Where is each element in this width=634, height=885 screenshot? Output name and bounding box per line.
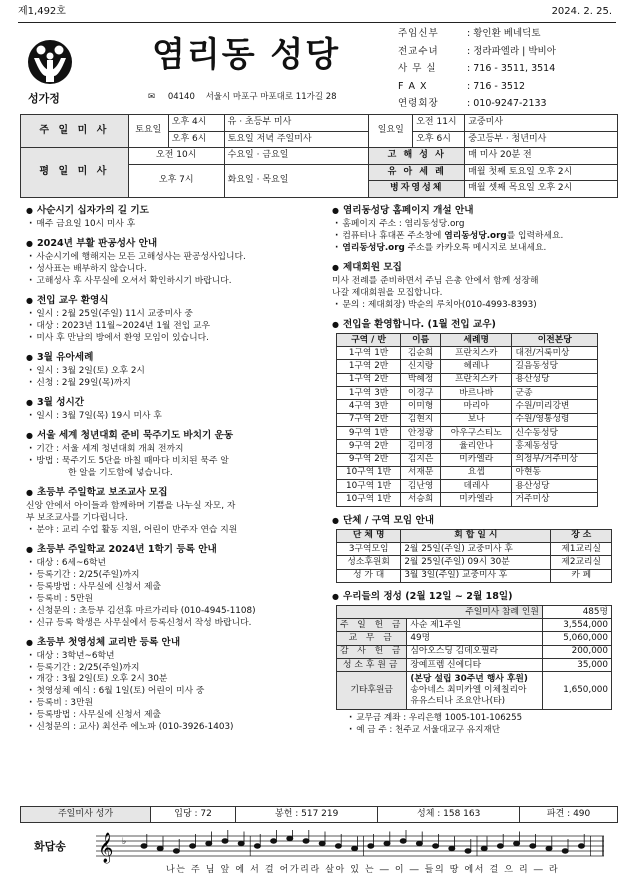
table-row xyxy=(337,645,612,658)
notice-title: ● 초등부 주일학교 보조교사 모집 xyxy=(26,487,326,499)
table-row xyxy=(337,360,598,373)
offering-amount: 35,000 xyxy=(542,659,611,672)
table-cell: 제1교리실 xyxy=(551,543,612,556)
table-cell: 카 페 xyxy=(551,569,612,582)
sacrament-time: 매 미사 20분 전 xyxy=(465,148,618,165)
right-column xyxy=(332,205,622,744)
notice-title: ● 우리들의 정성 (2월 12일 ~ 2월 18일) xyxy=(332,591,622,603)
street-address: 서울시 마포구 마포대로 11가길 28 xyxy=(205,92,337,102)
table-cell: 프란치스카 xyxy=(441,373,512,386)
table-row xyxy=(337,543,612,556)
notice-item: · 문의 : 제대회장) 박순의 루치아(010-4993-8393) xyxy=(332,300,622,311)
table-cell: 율리안나 xyxy=(441,440,512,453)
notice-school-registration xyxy=(26,544,326,629)
table-cell: 10구역 1반 xyxy=(337,466,401,479)
notice-teacher-recruit xyxy=(26,487,326,536)
offering-category: 감 사 헌 금 xyxy=(337,645,407,658)
music-note-icon xyxy=(562,849,568,853)
notice-item: · 일시 : 2월 25일(주일) 11시 교중미사 중 xyxy=(26,309,326,320)
table-cell: 아우구스티노 xyxy=(441,426,512,439)
contact-info xyxy=(398,28,556,116)
table-cell: 신지랑 xyxy=(401,360,441,373)
info-row: 사 무 실 : 716 - 3511, 3514 xyxy=(398,63,556,74)
table-cell: 김순희 xyxy=(401,347,441,360)
offering-category: 교 무 금 xyxy=(337,632,407,645)
table-row xyxy=(337,632,612,645)
sacrament-label: 병자영성체 xyxy=(369,181,465,198)
music-note-icon xyxy=(254,844,260,848)
music-note-icon xyxy=(416,841,422,845)
hymn-label: 주일미사 성가 xyxy=(21,807,151,823)
music-note-icon xyxy=(368,844,374,848)
column-header: 단 체 명 xyxy=(337,529,401,542)
music-note-icon xyxy=(400,839,406,843)
mass-time: 오후 7시 xyxy=(128,164,224,197)
mass-time: 오후 4시 xyxy=(168,115,224,132)
music-note-icon xyxy=(530,844,536,848)
notice-title: ● 전입 교우 환영식 xyxy=(26,295,326,307)
mass-desc: 중고등부 · 청년미사 xyxy=(465,131,618,148)
info-row: 전교수녀 : 정라파엘라 | 박비아 xyxy=(398,45,556,57)
notice-item: · 첫영성체 예식 : 6월 1일(토) 어린이 미사 중 xyxy=(26,686,326,697)
table-cell: 수원/미리강변 xyxy=(512,400,598,413)
offering-detail: 사순 제1주일 xyxy=(407,619,542,632)
table-row xyxy=(337,569,612,582)
postal-code: 04140 xyxy=(167,92,195,102)
music-note-icon xyxy=(173,849,179,853)
table-cell: 헤레나 xyxy=(441,360,512,373)
notice-item: · 분야 : 교리 수업 활동 지원, 어린이 반주자 연습 지원 xyxy=(26,525,326,536)
notice-item: · 신청문의 : 교사) 최선주 에노파 (010-3926-1403) xyxy=(26,722,326,733)
table-row xyxy=(337,373,598,386)
notice-item: · 등록방법 : 사무실에 신청서 제출 xyxy=(26,710,326,721)
table-row xyxy=(337,400,598,413)
notice-text: 신앙 안에서 아이들과 함께하며 기쁨을 나누실 자모, 자 xyxy=(26,500,236,511)
notice-title: ● 2024년 부활 판공성사 안내 xyxy=(26,238,326,250)
notice-group-meetings xyxy=(332,515,622,583)
music-note-icon xyxy=(449,846,455,850)
notice-item: · 일시 : 3월 2일(토) 오후 2시 xyxy=(26,366,326,377)
sunday-label: 일요일 xyxy=(369,115,413,148)
table-cell: 마리아 xyxy=(441,400,512,413)
notice-title: ● 초등부 주일학교 2024년 1학기 등록 안내 xyxy=(26,544,326,556)
notice-title: ● 전입을 환영합니다. (1월 전입 교우) xyxy=(332,319,622,331)
sacrament-time: 매월 첫째 토요일 오후 2시 xyxy=(465,164,618,181)
hymn-dismissal: 파견 : 490 xyxy=(520,807,618,823)
notice-item: · 개강 : 3월 2일(토) 오후 2시 30분 xyxy=(26,674,326,685)
table-cell: 김현지 xyxy=(401,413,441,426)
music-note-icon xyxy=(206,841,212,845)
table-cell: 성소후원회 xyxy=(337,556,401,569)
column-header: 세례명 xyxy=(441,333,512,346)
notice-title: ● 단체 / 구역 모임 안내 xyxy=(332,515,622,527)
notice-item: · 등록비 : 5만원 xyxy=(26,594,326,605)
table-cell: 바르나바 xyxy=(441,387,512,400)
saturday-label: 토요일 xyxy=(128,115,168,148)
notice-item-continued: 한 알을 기도함에 넣습니다. xyxy=(68,467,173,478)
group-meetings-table xyxy=(336,529,612,583)
music-note-icon xyxy=(222,839,228,843)
music-note-icon xyxy=(546,846,552,850)
offering-detail: 장예프렘 신에디타 xyxy=(407,659,542,672)
newcomers-table xyxy=(336,333,598,507)
music-staff-icon xyxy=(96,830,606,864)
table-cell: 대전/거룩미상 xyxy=(512,347,598,360)
table-row xyxy=(337,493,598,506)
table-cell: 용산성당 xyxy=(512,480,598,493)
table-cell: 보나 xyxy=(441,413,512,426)
table-cell: 서재문 xyxy=(401,466,441,479)
table-cell: 홍제동성당 xyxy=(512,440,598,453)
offering-amount: 3,554,000 xyxy=(542,619,611,632)
table-cell: 2월 25일(주일) 09시 30분 xyxy=(401,556,551,569)
column-header: 이전본당 xyxy=(512,333,598,346)
table-cell: 미카엘라 xyxy=(441,493,512,506)
table-cell: 박혜정 xyxy=(401,373,441,386)
music-note-icon xyxy=(157,846,163,850)
mass-desc: 토요일 저녁 주일미사 xyxy=(224,131,369,148)
notice-item: · 신규 등록 학생은 사무실에서 등록신청서 작성 바랍니다. xyxy=(26,618,326,629)
notice-text: 부 보조교사를 기다립니다. xyxy=(26,512,128,523)
sacrament-label: 고 해 성 사 xyxy=(369,148,465,165)
table-row xyxy=(337,347,598,360)
table-cell: 길음동성당 xyxy=(512,360,598,373)
weekday-mass-label: 평 일 미 사 xyxy=(21,148,129,198)
offering-category: 기타후원금 xyxy=(337,672,407,710)
info-row: 주임신부 : 황인환 베네딕토 xyxy=(398,28,541,39)
responsorial-psalm xyxy=(20,828,618,883)
hymn-communion: 성체 : 158 163 xyxy=(378,807,520,823)
notice-altar-members xyxy=(332,262,622,311)
left-column xyxy=(26,205,326,741)
notice-text: 미사 전례를 준비하면서 주님 은총 안에서 함께 성장해 xyxy=(332,275,539,286)
music-note-icon xyxy=(303,839,309,843)
notice-item: · 일시 : 3월 7일(목) 19시 미사 후 xyxy=(26,411,326,422)
table-row xyxy=(337,387,598,400)
mass-desc: 교중미사 xyxy=(465,115,618,132)
table-row xyxy=(337,466,598,479)
column-header: 회 합 일 시 xyxy=(401,529,551,542)
issue-date: 2024. 2. 25. xyxy=(551,6,612,17)
offering-donors: (본당 설립 30주년 행사 후원) 송아네스 최미카엘 이체칠리아 유유스티나 조요안나(타) xyxy=(407,672,542,710)
notice-item: · 매주 금요일 10시 미사 후 xyxy=(26,219,326,230)
notice-homepage xyxy=(332,205,622,254)
notice-item: · 대상 : 3학년~6학년 xyxy=(26,651,326,662)
notice-title: ● 염리동성당 홈페이지 개설 안내 xyxy=(332,205,622,217)
sacrament-label: 유 아 세 례 xyxy=(369,164,465,181)
notice-offering xyxy=(332,591,622,736)
issue-number: 제1,492호 xyxy=(18,6,66,17)
account-number: · 교무금 계좌 : 우리은행 1005-101-106255 xyxy=(346,713,622,724)
psalm-label: 화답송 xyxy=(34,840,66,853)
offering-amount: 200,000 xyxy=(542,645,611,658)
music-note-icon xyxy=(433,844,439,848)
notice-item: · 성사표는 배부하지 않습니다. xyxy=(26,264,326,275)
notice-text: 나갈 제대회원을 모집합니다. xyxy=(332,287,443,298)
info-row: F A X : 716 - 3512 xyxy=(398,80,526,92)
notice-item: · 신청문의 : 초등부 김선휴 마르가리타 (010-4945-1108) xyxy=(26,606,326,617)
notice-item: · 사순시기에 행해지는 모든 고해성사는 판공성사입니다. xyxy=(26,252,326,263)
notice-item: · 방법 : 묵주기도 5단을 바칠 때마다 비치된 묵주 알 xyxy=(26,456,326,467)
music-note-icon xyxy=(514,841,520,845)
mass-desc: 유 · 초등부 미사 xyxy=(224,115,369,132)
svg-text:𝄞: 𝄞 xyxy=(98,833,114,863)
table-cell: 김난영 xyxy=(401,480,441,493)
mass-schedule-table xyxy=(20,114,618,198)
table-cell: 이미형 xyxy=(401,400,441,413)
table-cell: 수원/영통성령 xyxy=(512,413,598,426)
table-cell: 서승희 xyxy=(401,493,441,506)
offering-detail: 심아오스딩 김데오필라 xyxy=(407,645,542,658)
notice-item: · 등록기간 : 2/25(주일)까지 xyxy=(26,663,326,674)
notice-first-communion xyxy=(26,637,326,734)
music-note-icon xyxy=(238,841,244,845)
parish-logo xyxy=(20,36,80,106)
notice-item: · 고해성사 후 사무실에 오셔서 확인하시기 바랍니다. xyxy=(26,276,326,287)
notice-title: ● 3월 성시간 xyxy=(26,397,326,409)
table-cell: 1구역 2반 xyxy=(337,360,401,373)
table-cell: 3구역모임 xyxy=(337,543,401,556)
notice-item: · 미사 후 만남의 방에서 환영 모임이 있습니다. xyxy=(26,333,326,344)
notice-holy-hour xyxy=(26,397,326,422)
notice-item: · 대상 : 2023년 11월~2024년 1월 전입 교우 xyxy=(26,321,326,332)
table-row xyxy=(337,426,598,439)
table-cell: 1구역 1반 xyxy=(337,347,401,360)
table-cell: 1구역 2반 xyxy=(337,373,401,386)
account-info xyxy=(346,713,622,735)
mass-time: 오후 6시 xyxy=(168,131,224,148)
attendance-count: 485명 xyxy=(542,605,611,618)
column-header: 장 소 xyxy=(551,529,612,542)
music-note-icon xyxy=(287,836,293,840)
table-cell: 신수동성당 xyxy=(512,426,598,439)
notice-welcome-ceremony xyxy=(26,295,326,344)
table-row xyxy=(337,659,612,672)
hymn-offertory: 봉헌 : 517 219 xyxy=(236,807,378,823)
table-cell: 1구역 3반 xyxy=(337,387,401,400)
offering-table xyxy=(336,605,612,710)
table-cell: 군종 xyxy=(512,387,598,400)
offering-amount: 1,650,000 xyxy=(542,672,611,710)
table-cell: 아현동 xyxy=(512,466,598,479)
table-cell: 9구역 1반 xyxy=(337,426,401,439)
music-note-icon xyxy=(335,844,341,848)
top-divider xyxy=(18,22,616,23)
table-cell: 의정부/거주미상 xyxy=(512,453,598,466)
account-holder: · 예 금 주 : 천주교 서울대교구 유지재단 xyxy=(346,725,622,736)
table-row xyxy=(337,556,612,569)
notice-item: · 염리동성당.org 주소를 카카오톡 메시지로 보내세요. xyxy=(332,243,622,254)
offering-amount: 5,060,000 xyxy=(542,632,611,645)
music-note-icon xyxy=(190,844,196,848)
table-row xyxy=(337,619,612,632)
notice-title: ● 3월 유아세례 xyxy=(26,352,326,364)
table-cell: 성 가 대 xyxy=(337,569,401,582)
mass-time: 오전 11시 xyxy=(413,115,465,132)
notice-title: ● 초등부 첫영성체 교리반 등록 안내 xyxy=(26,637,326,649)
logo-caption: 성가정 xyxy=(28,92,60,105)
music-note-icon xyxy=(578,844,584,848)
notice-baptism xyxy=(26,352,326,389)
notice-item: · 컴퓨터나 휴대폰 주소창에 염리동성당.org를 입력하세요. xyxy=(332,231,622,242)
notice-confession xyxy=(26,238,326,287)
mass-time: 오후 6시 xyxy=(413,131,465,148)
parish-address xyxy=(148,92,337,103)
notice-title: ● 사순시기 십자가의 길 기도 xyxy=(26,205,326,217)
table-row xyxy=(337,480,598,493)
music-note-icon xyxy=(481,846,487,850)
offering-detail: 49명 xyxy=(407,632,542,645)
table-cell: 거주미상 xyxy=(512,493,598,506)
table-row xyxy=(337,440,598,453)
music-note-icon xyxy=(465,849,471,853)
offering-category: 주 일 헌 금 xyxy=(337,619,407,632)
music-note-icon xyxy=(141,844,147,848)
table-cell: 요셉 xyxy=(441,466,512,479)
notice-stations xyxy=(26,205,326,230)
notice-title: ● 서울 세계 청년대회 준비 묵주기도 바치기 운동 xyxy=(26,430,326,442)
parish-title: 염리동 성당 xyxy=(152,35,341,75)
hymn-entry: 입당 : 72 xyxy=(151,807,236,823)
music-note-icon xyxy=(497,844,503,848)
table-cell: 4구역 3반 xyxy=(337,400,401,413)
info-row: 연령회장 : 010-9247-2133 xyxy=(398,98,547,109)
notice-item: · 등록기간 : 2/25(주일)까지 xyxy=(26,570,326,581)
notice-item: · 등록비 : 3만원 xyxy=(26,698,326,709)
table-cell: 안정광 xyxy=(401,426,441,439)
notice-youth-prayer xyxy=(26,430,326,479)
table-cell: 김지은 xyxy=(401,453,441,466)
table-cell: 제2교리실 xyxy=(551,556,612,569)
table-cell: 9구역 2반 xyxy=(337,440,401,453)
psalm-lyrics: 나는 주 님 앞 에 서 걸 어가리라 살아 있 는 ― 이 ― 들의 땅 에서 걸 으 리 ― 라 xyxy=(166,865,560,875)
notice-item: · 등록방법 : 사무실에 신청서 제출 xyxy=(26,582,326,593)
table-cell: 3월 3일(주일) 교중미사 후 xyxy=(401,569,551,582)
table-cell: 9구역 2반 xyxy=(337,453,401,466)
table-cell: 용산성당 xyxy=(512,373,598,386)
table-cell: 10구역 1반 xyxy=(337,480,401,493)
table-cell: 김미경 xyxy=(401,440,441,453)
mass-days: 화요일 · 목요일 xyxy=(224,164,369,197)
table-cell: 미카엘라 xyxy=(441,453,512,466)
column-header: 구역 / 반 xyxy=(337,333,401,346)
table-cell: 7구역 2반 xyxy=(337,413,401,426)
attendance-label: 주일미사 참례 인원 xyxy=(337,605,543,618)
offering-category: 성소후원금 xyxy=(337,659,407,672)
table-row xyxy=(337,453,598,466)
svg-text:♭: ♭ xyxy=(122,837,127,847)
envelope-icon: ✉ xyxy=(148,92,156,102)
sacrament-time: 매월 셋째 목요일 오후 2시 xyxy=(465,181,618,198)
notice-item: · 신청 : 2월 29일(목)까지 xyxy=(26,378,326,389)
table-cell: 이경구 xyxy=(401,387,441,400)
table-row xyxy=(337,413,598,426)
hymn-table xyxy=(20,806,618,823)
mass-time: 오전 10시 xyxy=(128,148,224,165)
table-cell: 2월 25일(주일) 교중미사 후 xyxy=(401,543,551,556)
notice-item: · 기간 : 서울 세계 청년대회 개최 전까지 xyxy=(26,444,326,455)
table-cell: 10구역 1반 xyxy=(337,493,401,506)
music-note-icon xyxy=(271,839,277,843)
notice-title: ● 제대회원 모집 xyxy=(332,262,622,274)
notice-newcomers xyxy=(332,319,622,507)
mass-days: 수요일 · 금요일 xyxy=(224,148,369,165)
table-cell: 프란치스카 xyxy=(441,347,512,360)
music-note-icon xyxy=(352,846,358,850)
sunday-mass-label: 주 일 미 사 xyxy=(21,115,129,148)
table-cell: 데레사 xyxy=(441,480,512,493)
music-note-icon xyxy=(319,841,325,845)
notice-item: · 대상 : 6세~6학년 xyxy=(26,558,326,569)
notice-item: · 홈페이지 주소 : 염리동성당.org xyxy=(332,219,622,230)
music-note-icon xyxy=(384,841,390,845)
column-header: 이름 xyxy=(401,333,441,346)
